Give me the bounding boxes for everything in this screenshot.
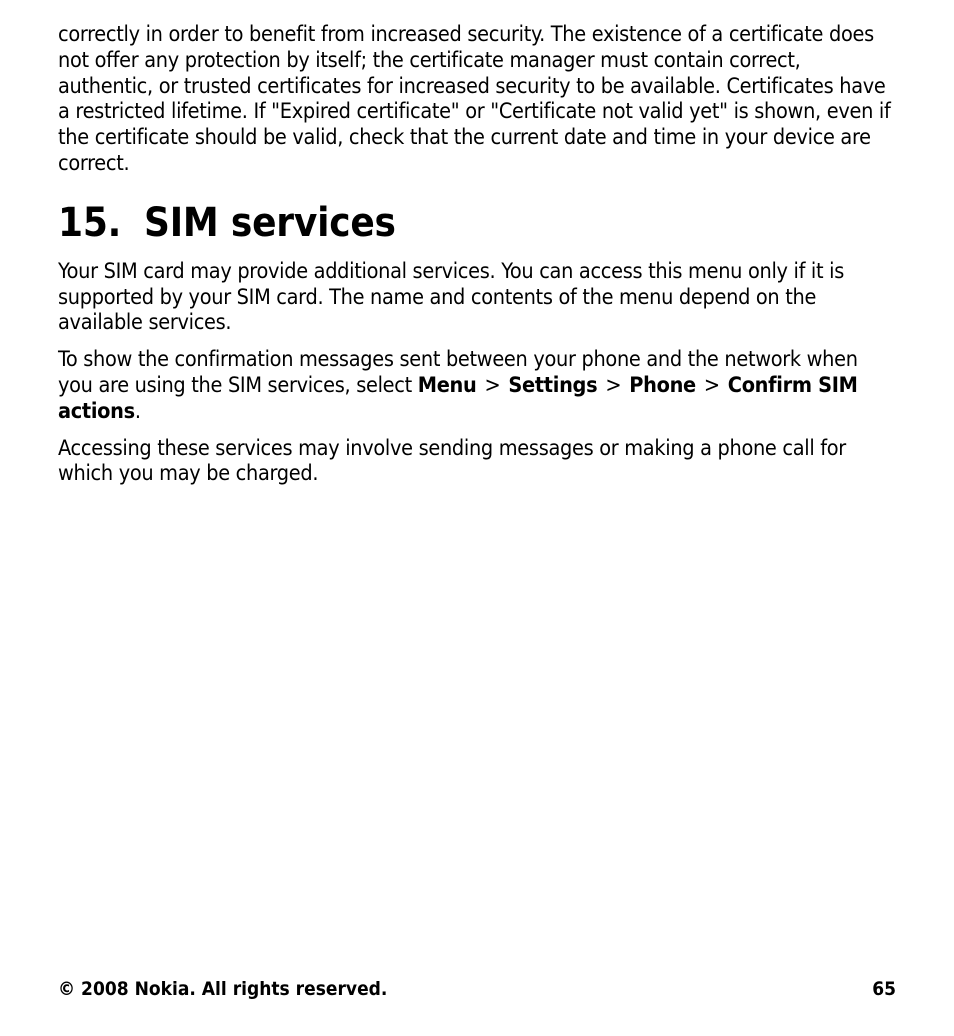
chapter-heading xyxy=(58,199,898,247)
document-page xyxy=(58,22,898,498)
menu-path-separator: > xyxy=(703,372,720,398)
confirm-actions-lead: To show the confirmation messages sent between your phone and the network when you are using the SIM services, select xyxy=(58,347,858,398)
menu-path-separator: > xyxy=(605,372,622,398)
confirm-actions-end: . xyxy=(134,398,141,424)
sim-services-paragraph: Your SIM card may provide additional services. You can access this menu only if it is supported by your SIM card. The name and contents of the menu depend on the available services. xyxy=(58,258,844,336)
menu-path-item-confirm-sim-actions: Confirm SIM actions xyxy=(58,372,858,424)
page-number: 65 xyxy=(872,978,896,1000)
menu-path-item-settings: Settings xyxy=(508,372,598,398)
copyright-notice: © 2008 Nokia. All rights reserved. xyxy=(58,978,388,1000)
menu-path-item-phone: Phone xyxy=(629,372,696,398)
intro-paragraph: correctly in order to benefit from increased security. The existence of a certificate does not offer any protection by itself; the certificate manager must contain correct, authentic, or trusted certificates for increased security to be available. Certificates have a restricted lifetime. If "Expired certificate" or "Certificate not valid yet" is shown, even if the certificate should be valid, check that the current date and time in your device are correct. xyxy=(58,22,891,176)
menu-path-separator: > xyxy=(484,372,501,398)
charges-paragraph: Accessing these services may involve sending messages or making a phone call for which you may be charged. xyxy=(58,435,846,487)
confirm-actions-paragraph xyxy=(58,347,898,424)
menu-path-item-menu: Menu xyxy=(417,372,477,398)
chapter-title: SIM services xyxy=(144,199,396,246)
chapter-number: 15. xyxy=(58,199,122,246)
